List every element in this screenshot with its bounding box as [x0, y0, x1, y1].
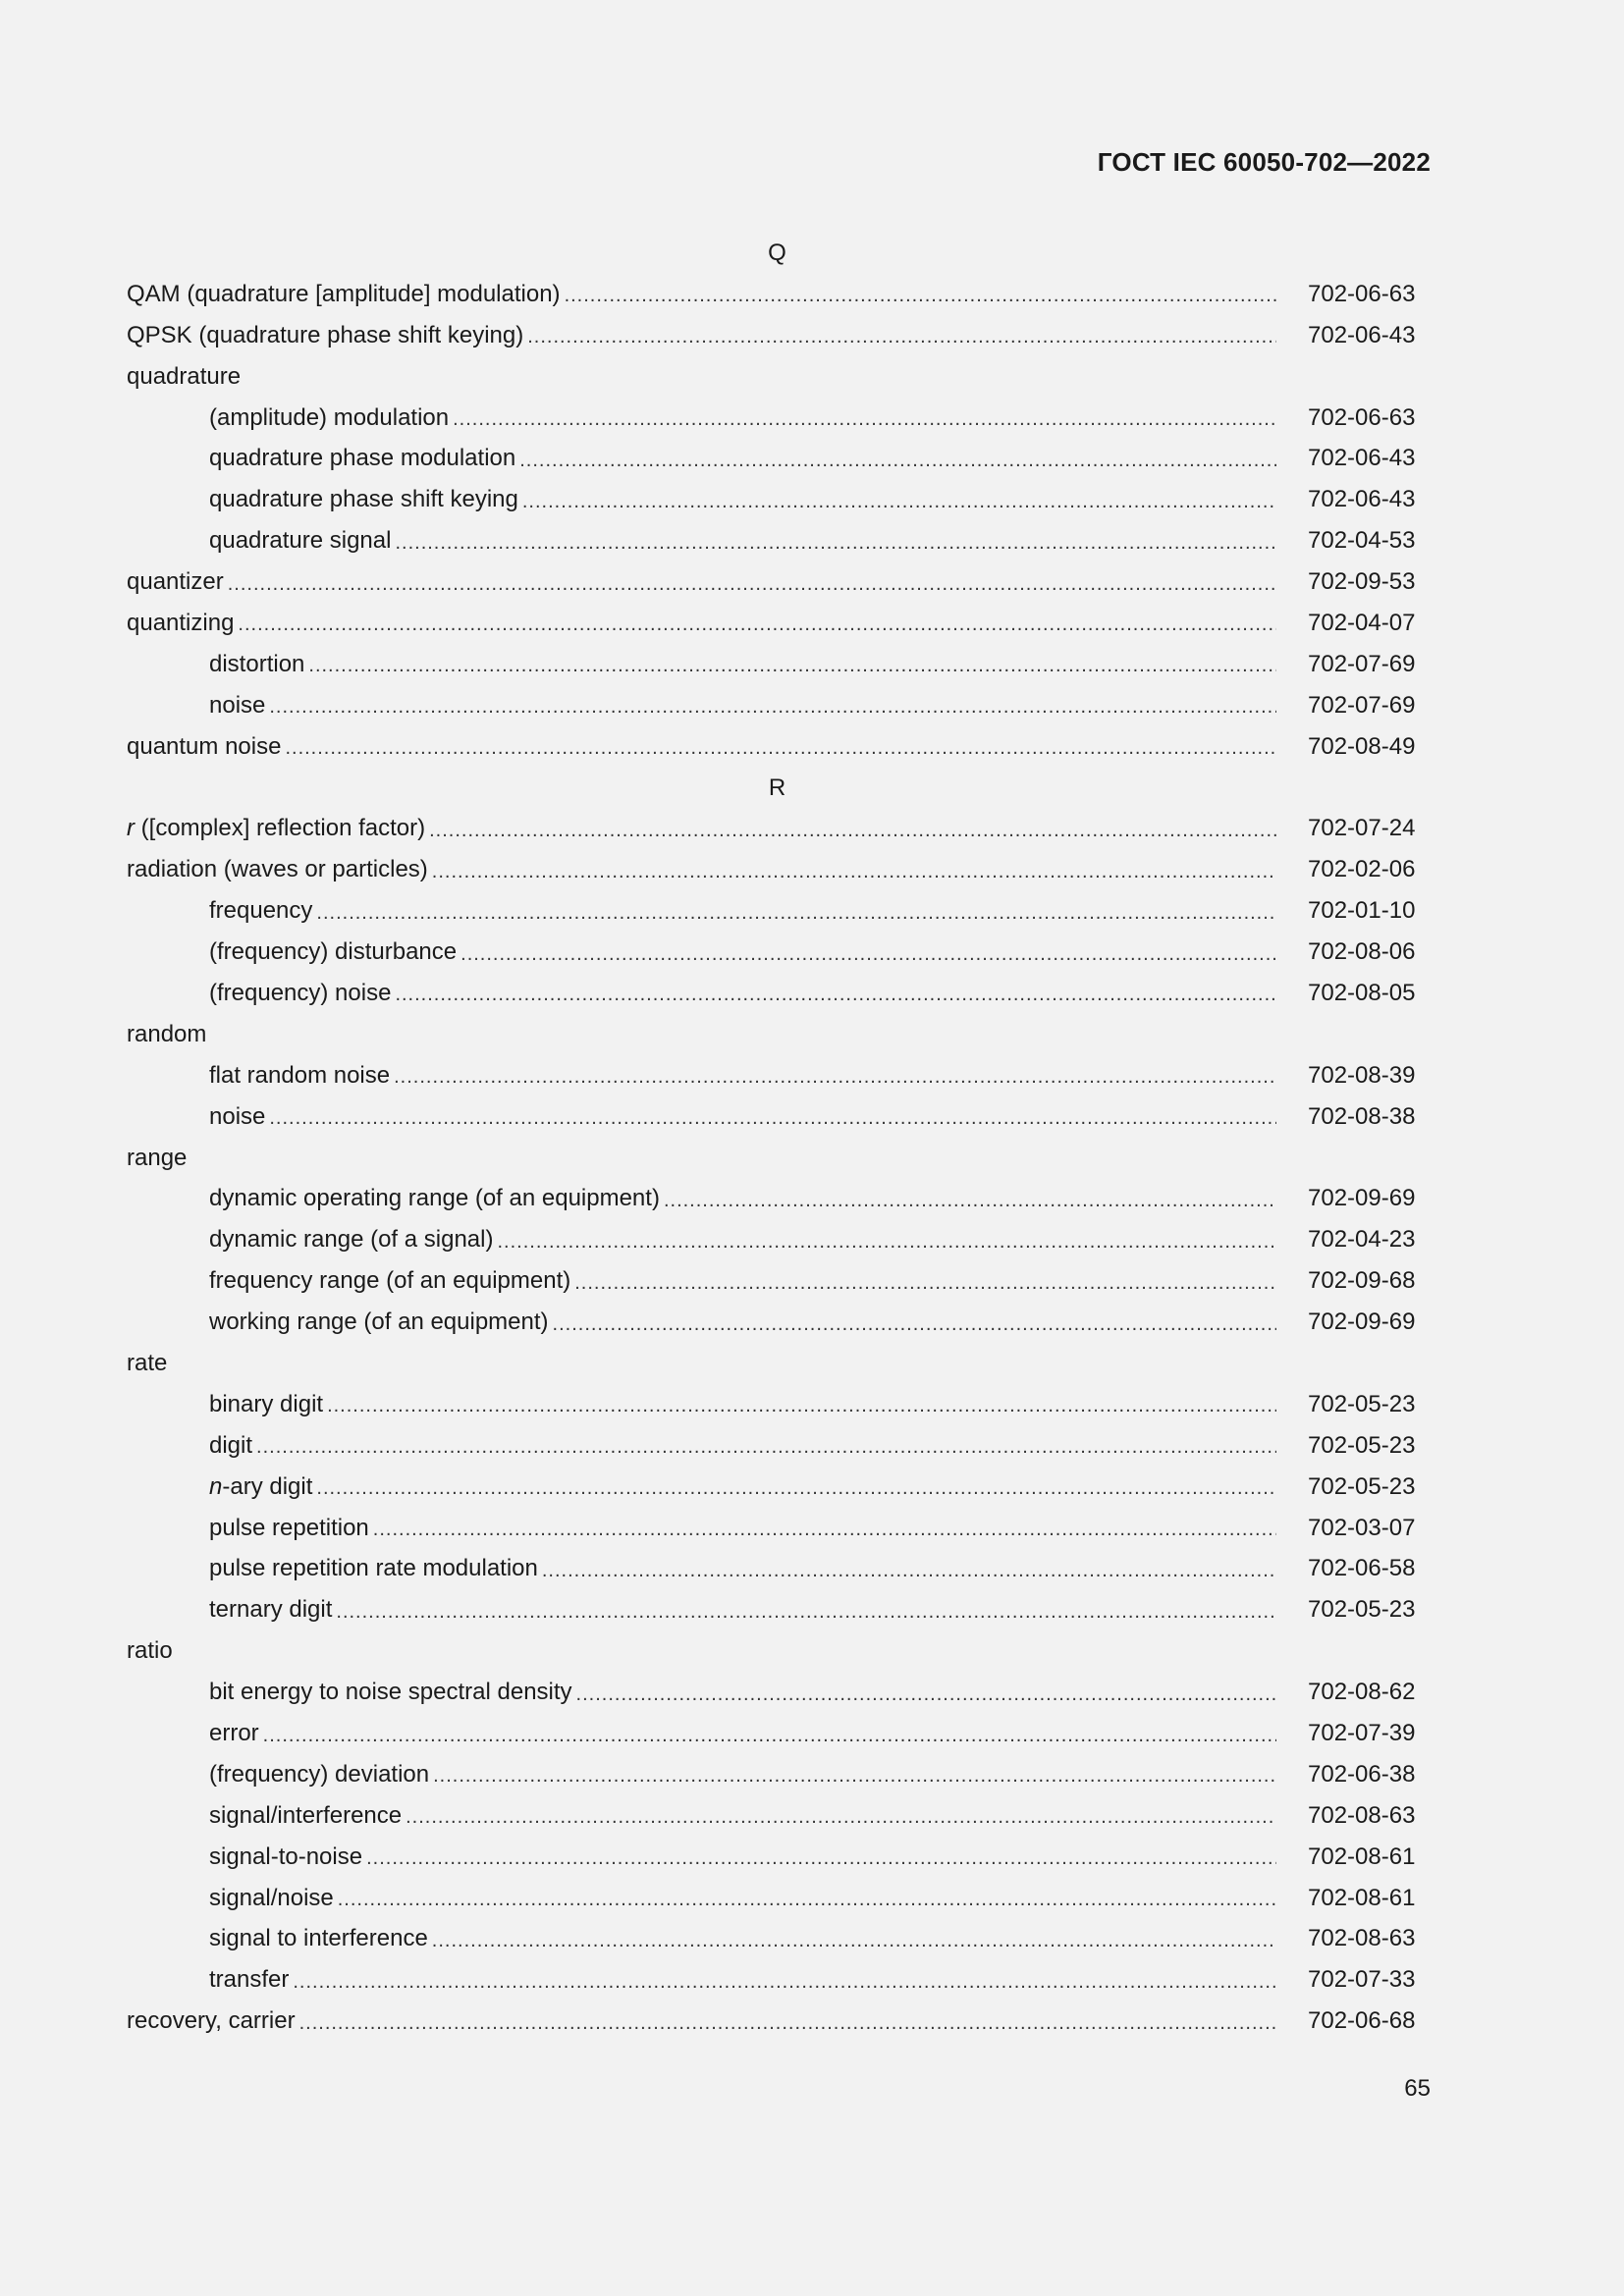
index-group-heading	[127, 1138, 1423, 1179]
index-term-code: 702-05-23	[1308, 1431, 1416, 1459]
index-term-text: QAM (quadrature [amplitude] modulation)	[127, 280, 561, 307]
index-term-code: 702-06-38	[1308, 1760, 1416, 1788]
index-term-code: 702-07-69	[1308, 691, 1416, 719]
index-term-code: 702-08-63	[1308, 1801, 1416, 1829]
index-entry	[127, 685, 1423, 726]
index-term	[127, 1308, 549, 1336]
index-term	[127, 1350, 167, 1377]
index-term-text: rate	[127, 1349, 168, 1376]
index-term	[127, 610, 234, 637]
dot-leader	[316, 902, 1276, 925]
index-term-code: 702-08-05	[1308, 979, 1416, 1006]
index-entry	[127, 1795, 1423, 1837]
index-entry	[127, 2001, 1423, 2042]
index-term-code: 702-01-10	[1308, 897, 1416, 925]
index-term-code: 702-04-23	[1308, 1226, 1416, 1254]
index-term-code: 702-09-69	[1308, 1308, 1416, 1336]
index-term	[127, 363, 241, 391]
index-term-text: distortion	[209, 650, 305, 677]
dot-leader	[432, 1930, 1276, 1952]
index-term-code: 702-04-07	[1308, 609, 1416, 636]
dot-leader	[576, 1683, 1276, 1706]
index-term-text: (frequency) noise	[209, 979, 392, 1006]
index-term-text: QPSK (quadrature phase shift keying)	[127, 321, 524, 348]
index-entry	[127, 849, 1423, 890]
index-term-code: 702-03-07	[1308, 1514, 1416, 1541]
dot-leader	[336, 1601, 1276, 1624]
dot-leader	[263, 1725, 1276, 1747]
dot-leader	[293, 1971, 1276, 1994]
index-term	[127, 980, 391, 1007]
index-term	[127, 815, 425, 842]
index-term-text: flat random noise	[209, 1061, 391, 1089]
index-term-text: recovery, carrier	[127, 2007, 296, 2035]
dot-leader	[522, 491, 1276, 513]
index-term-code: 702-04-53	[1308, 527, 1416, 555]
index-term	[127, 527, 391, 555]
dot-leader	[395, 984, 1276, 1006]
index-term-text: frequency range (of an equipment)	[209, 1267, 571, 1295]
index-group-heading	[127, 356, 1423, 398]
dot-leader	[299, 2012, 1276, 2035]
index-term-text: (frequency) disturbance	[209, 938, 458, 966]
dot-leader	[433, 1765, 1276, 1788]
alphabetical-index	[127, 233, 1423, 2042]
index-term-code: 702-07-69	[1308, 650, 1416, 677]
index-entry	[127, 1919, 1423, 1960]
index-entry	[127, 644, 1423, 685]
index-entry	[127, 932, 1423, 973]
dot-leader	[429, 820, 1276, 842]
index-term-code: 702-08-61	[1308, 1884, 1416, 1911]
index-term	[127, 733, 281, 761]
dot-leader	[553, 1313, 1276, 1336]
index-entry	[127, 1178, 1423, 1219]
index-term-text: frequency	[209, 897, 313, 925]
index-term-code: 702-07-39	[1308, 1720, 1416, 1746]
index-entry	[127, 1467, 1423, 1508]
index-term-code: 702-06-68	[1308, 2007, 1416, 2035]
index-term-text: pulse repetition	[209, 1514, 369, 1541]
index-term	[127, 404, 449, 432]
index-term-text: signal-to-noise	[209, 1842, 363, 1870]
index-term	[127, 1843, 362, 1871]
index-term-code: 702-06-63	[1308, 280, 1416, 307]
index-term-text: noise	[209, 1102, 266, 1130]
index-term	[127, 1432, 252, 1460]
dot-leader	[285, 737, 1276, 760]
index-term	[127, 1062, 390, 1090]
index-term	[127, 1802, 402, 1830]
index-entry	[127, 1302, 1423, 1343]
index-term-text: range	[127, 1144, 188, 1171]
index-term-code: 702-02-06	[1308, 856, 1416, 883]
index-entry	[127, 1549, 1423, 1590]
dot-leader	[453, 408, 1276, 431]
index-term-code: 702-05-23	[1308, 1390, 1416, 1417]
index-entry	[127, 1672, 1423, 1713]
index-entry	[127, 603, 1423, 644]
index-term-text: ratio	[127, 1637, 173, 1665]
index-term	[127, 1021, 206, 1048]
index-entry	[127, 274, 1423, 315]
index-group-heading	[127, 1630, 1423, 1672]
index-entry	[127, 315, 1423, 356]
index-term	[127, 1720, 259, 1747]
index-term-text: bit energy to noise spectral density	[209, 1679, 572, 1706]
dot-leader	[338, 1889, 1276, 1911]
index-term-text: quadrature phase modulation	[209, 445, 516, 472]
dot-leader	[519, 450, 1276, 472]
index-term-text: ([complex] reflection factor)	[135, 815, 426, 842]
index-term	[127, 651, 304, 678]
index-term-code: 702-06-58	[1308, 1555, 1416, 1582]
index-group-heading	[127, 1014, 1423, 1055]
index-group-heading	[127, 1343, 1423, 1384]
index-entry	[127, 973, 1423, 1014]
index-term-code: 702-07-33	[1308, 1966, 1416, 1994]
index-term-code: 702-06-43	[1308, 486, 1416, 513]
index-term-text: quantizing	[127, 609, 235, 636]
index-entry	[127, 1425, 1423, 1467]
index-term	[127, 1103, 265, 1131]
index-entry	[127, 438, 1423, 479]
index-term-code: 702-08-39	[1308, 1061, 1416, 1089]
index-term-code: 702-06-43	[1308, 445, 1416, 472]
index-term	[127, 1145, 187, 1172]
index-term-text: error	[209, 1720, 259, 1746]
index-entry	[127, 808, 1423, 849]
index-term	[127, 856, 428, 883]
index-letter-heading: Q	[768, 239, 786, 266]
index-entry	[127, 1589, 1423, 1630]
index-term-italic: r	[127, 815, 135, 842]
index-term	[127, 1925, 428, 1952]
index-term-code: 702-08-63	[1308, 1925, 1416, 1952]
index-term	[127, 1267, 570, 1295]
index-term-text: quadrature phase shift keying	[209, 486, 518, 513]
index-term-code: 702-09-68	[1308, 1267, 1416, 1295]
index-term-text: pulse repetition rate modulation	[209, 1555, 538, 1582]
document-header: ГОСТ IEC 60050-702—2022	[1097, 147, 1431, 177]
index-term	[127, 322, 523, 349]
index-term	[127, 1966, 289, 1994]
index-term-text: working range (of an equipment)	[209, 1308, 549, 1336]
index-term	[127, 1185, 660, 1212]
dot-leader	[238, 614, 1276, 636]
index-term-text: quantizer	[127, 568, 224, 596]
index-term-code: 702-06-63	[1308, 403, 1416, 431]
dot-leader	[542, 1560, 1276, 1582]
index-letter-heading: R	[768, 774, 786, 801]
dot-leader	[366, 1847, 1276, 1870]
index-term-code: 702-09-53	[1308, 568, 1416, 596]
index-term-text: digit	[209, 1431, 253, 1459]
index-entry	[127, 561, 1423, 603]
index-term-text: signal to interference	[209, 1925, 428, 1952]
dot-leader	[373, 1519, 1276, 1541]
index-term-code: 702-08-38	[1308, 1102, 1416, 1130]
index-term-text: (frequency) deviation	[209, 1760, 430, 1788]
index-term-text: quantum noise	[127, 732, 282, 760]
dot-leader	[664, 1190, 1276, 1212]
index-term	[127, 445, 515, 472]
index-term	[127, 1515, 369, 1542]
index-term-code: 702-07-24	[1308, 815, 1416, 842]
index-term-text: random	[127, 1020, 207, 1047]
index-term-code: 702-06-43	[1308, 321, 1416, 348]
dot-leader	[527, 326, 1276, 348]
dot-leader	[228, 573, 1276, 596]
index-term-code: 702-05-23	[1308, 1596, 1416, 1624]
index-entry	[127, 1055, 1423, 1096]
index-term	[127, 1226, 493, 1254]
index-term-code: 702-09-69	[1308, 1185, 1416, 1212]
index-term	[127, 897, 312, 925]
index-entry	[127, 890, 1423, 932]
dot-leader	[574, 1272, 1276, 1295]
dot-leader	[395, 532, 1276, 555]
index-term-text: signal/interference	[209, 1801, 403, 1829]
dot-leader	[308, 655, 1276, 677]
dot-leader	[256, 1436, 1276, 1459]
dot-leader	[269, 1107, 1276, 1130]
index-entry	[127, 1754, 1423, 1795]
index-term-code: 702-05-23	[1308, 1472, 1416, 1500]
index-term-text: radiation (waves or particles)	[127, 856, 428, 883]
dot-leader	[460, 943, 1276, 966]
index-entry	[127, 1959, 1423, 2001]
index-term	[127, 1885, 334, 1912]
index-term	[127, 1679, 572, 1706]
dot-leader	[432, 861, 1276, 883]
index-term-code: 702-08-06	[1308, 938, 1416, 966]
index-entry	[127, 398, 1423, 439]
index-entry	[127, 479, 1423, 520]
dot-leader	[394, 1066, 1276, 1089]
index-term-text: signal/noise	[209, 1884, 334, 1911]
index-entry	[127, 1384, 1423, 1425]
index-entry	[127, 1878, 1423, 1919]
index-term-code: 702-08-61	[1308, 1842, 1416, 1870]
dot-leader	[406, 1806, 1276, 1829]
index-term-text: -ary digit	[222, 1472, 313, 1500]
index-term	[127, 281, 561, 308]
index-term-text: quadrature	[127, 362, 242, 390]
index-entry	[127, 520, 1423, 561]
index-term-code: 702-08-49	[1308, 732, 1416, 760]
index-term-text: noise	[209, 691, 266, 719]
index-term	[127, 1761, 429, 1789]
index-entry	[127, 1713, 1423, 1754]
index-term-text: binary digit	[209, 1390, 324, 1417]
index-entry	[127, 1837, 1423, 1878]
index-term	[127, 692, 265, 720]
index-term-text: (amplitude) modulation	[209, 403, 450, 431]
index-term	[127, 1473, 312, 1501]
index-term	[127, 568, 224, 596]
index-term-italic: n	[209, 1472, 223, 1500]
index-entry	[127, 1260, 1423, 1302]
index-term-text: transfer	[209, 1966, 290, 1994]
dot-leader	[497, 1231, 1276, 1254]
index-term	[127, 938, 457, 966]
index-term-text: quadrature signal	[209, 527, 392, 555]
index-term	[127, 486, 518, 513]
page-number: 65	[1404, 2075, 1431, 2102]
index-entry	[127, 1219, 1423, 1260]
index-term-text: dynamic range (of a signal)	[209, 1226, 494, 1254]
index-term	[127, 1637, 173, 1665]
index-term	[127, 1596, 332, 1624]
dot-leader	[565, 285, 1276, 307]
index-term	[127, 1555, 538, 1582]
dot-leader	[269, 696, 1276, 719]
index-term-code: 702-08-62	[1308, 1679, 1416, 1706]
dot-leader	[327, 1395, 1276, 1417]
index-term	[127, 1391, 323, 1418]
index-entry	[127, 1096, 1423, 1138]
index-entry	[127, 726, 1423, 768]
dot-leader	[316, 1477, 1276, 1500]
index-entry	[127, 1508, 1423, 1549]
index-term	[127, 2007, 296, 2035]
index-term-text: ternary digit	[209, 1596, 333, 1624]
index-term-text: dynamic operating range (of an equipment)	[209, 1185, 660, 1212]
